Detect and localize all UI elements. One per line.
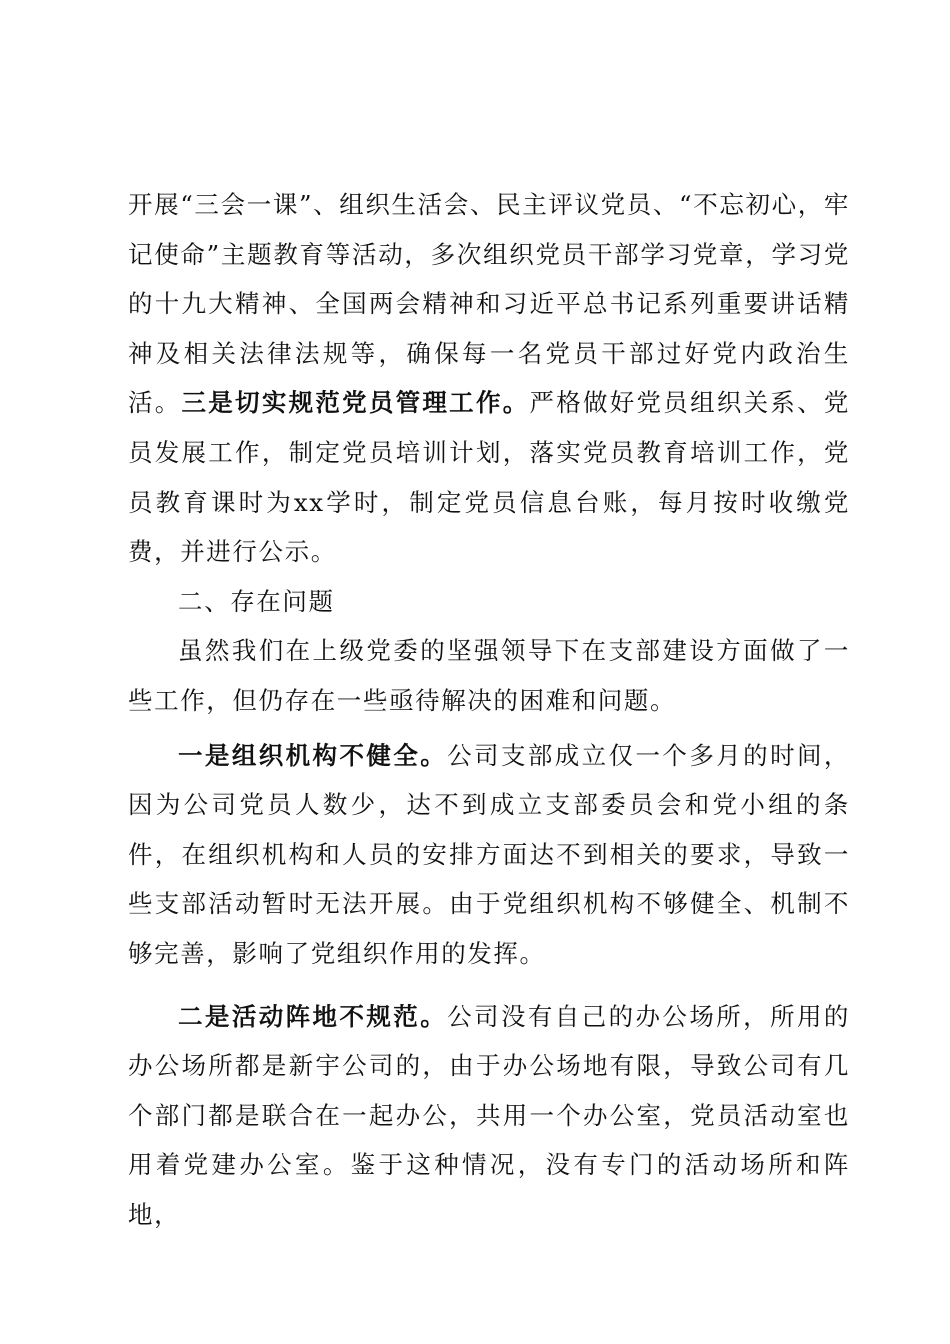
paragraph-lead-bold: 三是切实规范党员管理工作。: [181, 388, 530, 418]
document-body: [128, 180, 850, 1239]
paragraph-lead-bold: 一是组织机构不健全。: [178, 740, 448, 770]
paragraph-problems-intro: 虽然我们在上级党委的坚强领导下在支部建设方面做了一些工作，但仍存在一些亟待解决的困难和问题。: [128, 636, 850, 715]
paragraph-party-activities: [128, 180, 850, 577]
paragraph-lead-bold: 二是活动阵地不规范。: [178, 1001, 448, 1031]
section-heading-problems: 二、存在问题: [178, 586, 335, 616]
paragraph-text: 开展“三会一课”、组织生活会、民主评议党员、“不忘初心，牢记使命”主题教育等活动，多次组织党员干部学习党章，学习党的十九大精神、全国两会精神和习近平总书记系列重要讲话精神及相关法律法规等，确保每一名党员干部过好党内政治生活。: [128, 190, 850, 418]
paragraph-text: 严格做好党员组织关系、党员发展工作，制定党员培训计划，落实党员教育培训工作，党员教育课时为xx学时，制定党员信息台账，每月按时收缴党费，并进行公示。: [128, 388, 850, 567]
paragraph-venue: [128, 992, 850, 1240]
paragraph-text: 公司支部成立仅一个多月的时间，因为公司党员人数少，达不到成立支部委员会和党小组的条件，在组织机构和人员的安排方面达不到相关的要求，导致一些支部活动暂时无法开展。由于党组织机构不够健全、机制不够完善，影响了党组织作用的发挥。: [128, 740, 850, 968]
paragraph-text: 公司没有自己的办公场所，所用的办公场所都是新宇公司的，由于办公场地有限，导致公司有几个部门都是联合在一起办公，共用一个办公室，党员活动室也用着党建办公室。鉴于这种情况，没有专门的活动场所和阵地，: [128, 1001, 850, 1229]
paragraph-organization: [128, 731, 850, 979]
